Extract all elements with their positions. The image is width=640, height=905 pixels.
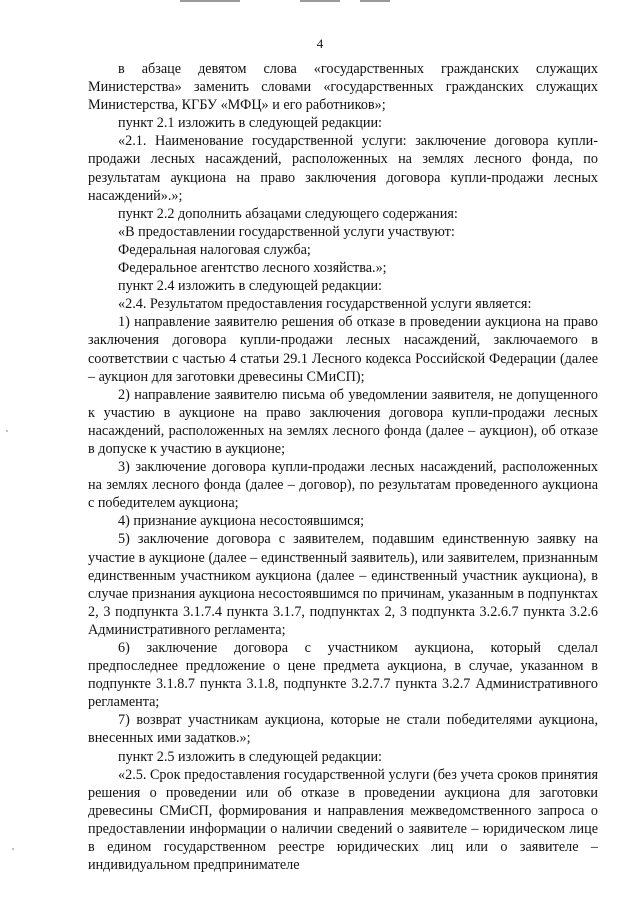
paragraph: пункт 2.5 изложить в следующей редакции: [118,748,382,765]
paragraph: 6) заключение договора с участником аукциона, который сделал предпоследнее предложение о цене предмета аукциона, в случае, указанном в подпункте 3.1.8.7 пункта 3.1.8, подпункте 3.2.7.7 пункта 3.2.7 Административного регламента; [88,640,598,711]
paragraph: в абзаце девятом слова «государственных гражданских служащих Министерства» заменить словами «государственных гражданских служащих Министерства, КГБУ «МФЦ» и его работников»; [88,61,598,114]
scan-speck [12,848,14,850]
paragraph: «2.5. Срок предоставления государственной услуги (без учета сроков принятия решения о проведении или об отказе в проведении аукциона для заготовки древесины СМиСП, формирования и направления межведомственного запроса о предоставлении информации о наличии сведений о заявителе – юридическом лице в едином государственном реестре юридических лиц или о заявителе – индивидуальном предпринимателе [88,766,598,874]
paragraph: 2) направление заявителю письма об уведомлении заявителя, не допущенного к участию в аукционе на право заключения договора купли-продажи лесных насаждений, расположенных на землях лесного фонда (далее – аукцион), об отказе в допуске к участию в аукционе; [88,386,598,457]
paragraph: пункт 2.4 изложить в следующей редакции: [118,278,382,295]
paragraph: Федеральная налоговая служба; [118,241,311,258]
paragraph: 4) признание аукциона несостоявшимся; [118,513,365,530]
paragraph: пункт 2.1 изложить в следующей редакции: [118,115,382,132]
paragraph: 3) заключение договора купли-продажи лесных насаждений, расположенных на землях лесного фонда (далее – договор), по результатам проведенного аукциона с победителем аукциона; [88,459,598,512]
paragraph: 7) возврат участникам аукциона, которые не стали победителями аукциона, внесенных ими задатков.»; [88,712,598,747]
document-body [88,60,598,874]
paragraph: пункт 2.2 дополнить абзацами следующего содержания: [118,205,458,222]
paragraph: «2.4. Результатом предоставления государственной услуги является: [118,296,532,313]
paragraph: Федеральное агентство лесного хозяйства.»; [118,260,387,277]
paragraph: 5) заключение договора с заявителем, подавшим единственную заявку на участие в аукционе (далее – единственный заявитель), или заявителем, признанным единственным участником аукциона (далее – единственный участник аукциона), в случае признания аукциона несостоявшимся по причинам, указанным в подпунктах 2, 3 подпункта 3.1.7.4 пункта 3.1.7, подпунктах 2, 3 подпункта 3.2.6.7 пункта 3.2.6 Административного регламента; [88,531,598,638]
scan-speck [6,430,8,432]
paragraph: «В предоставлении государственной услуги участвуют: [118,223,455,240]
page-number: 4 [316,36,324,51]
paragraph: 1) направление заявителю решения об отказе в проведении аукциона на право заключения договора купли-продажи лесных насаждений, заключаемого в соответствии с частью 4 статьи 29.1 Лесного кодекса Российской Федерации (далее – аукцион для заготовки древесины СМиСП); [88,314,598,385]
scan-edge-marks [0,0,640,6]
paragraph: «2.1. Наименование государственной услуги: заключение договора купли-продажи лесных насаждений, расположенных на землях лесного фонда, по результатам аукциона на право заключения договора купли-продажи лесных насаждений».»; [88,133,598,204]
